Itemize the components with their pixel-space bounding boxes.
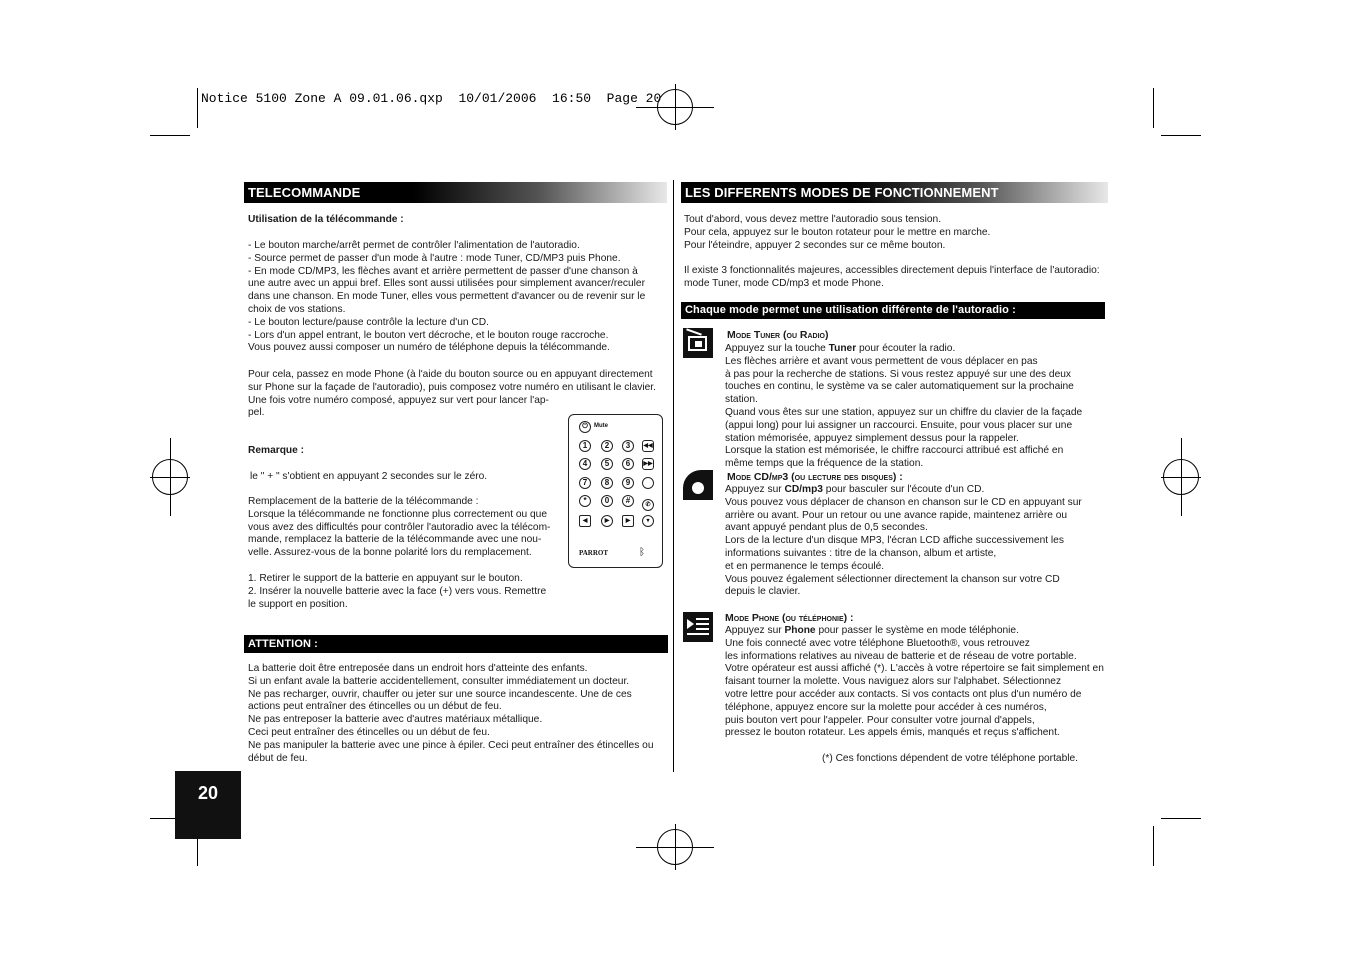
key-2: 2 (601, 440, 613, 452)
remark-title: Remarque : (248, 445, 305, 456)
red-hangup-icon: ▾ (642, 515, 654, 527)
key-hash: # (622, 495, 634, 507)
page-number: 20 (175, 771, 241, 839)
skip-forward-icon: ▶▶ (642, 458, 654, 470)
footnote: (*) Ces fonctions dépendent de votre téléphone portable. (822, 753, 1078, 764)
cd-icon (683, 470, 713, 500)
battery-replacement-paragraph: Remplacement de la batterie de la télécommande : Lorsque la télécommande ne fonctionne plus correctement ou que vous avez des difficultés pour contrôler l'autoradio avec la télécom- mande, remplacez la batterie de la télécommande avec une nou- velle. Assurez-vous de la bonne polarité lors du remplacement. (248, 496, 551, 559)
source-button-icon (642, 477, 654, 489)
modes-banner: Chaque mode permet une utilisation différente de l'autoradio : (681, 302, 1105, 319)
remote-bullets: - Le bouton marche/arrêt permet de contrôler l'alimentation de l'autoradio. - Source permet de passer d'un mode à l'autre : mode Tuner, CD/MP3 puis Phone. - En mode CD/MP3, les flèches avant et arrière permettent de passer d'une chanson à une autre avec un appui bref. Elles sont aussi utilisées pour simplement avancer/reculer dans une chanson. En mode Tuner, elles vous permettent d'avancer ou de revenir sur le choix de vos stations. - Le bouton lecture/pause contrôle la lecture d'un CD. - Lors d'un appel entrant, le bouton vert décroche, et le bouton rouge raccroche. Vous pouvez aussi composer un numéro de téléphone depuis la télécommande. (248, 240, 646, 354)
green-call-icon: ✆ (642, 499, 654, 511)
right-arrow-icon: ▶ (622, 515, 634, 527)
attention-banner: ATTENTION : (244, 635, 668, 653)
intro-paragraph: Tout d'abord, vous devez mettre l'autoradio sous tension. Pour cela, appuyez sur le bouton rotateur pour le mettre en marche. Pour l'éteindre, appuyer 2 secondes sur ce même bouton. (684, 214, 991, 251)
play-pause-icon: ▶ (601, 515, 613, 527)
tuner-mode-text: Appuyez sur la touche Tuner pour écouter la radio. Les flèches arrière et avant vous permettent de vous déplacer en pas à pas pour la recherche de stations. Si vous restez appuyé sur une des deux touches en continu, le système va se caler automatiquement sur la prochaine station. Quand vous êtes sur une station, appuyez sur un chiffre du clavier de la façade (appui long) pour lui assigner un raccourci. Ensuite, pour vous placer sur une station mémorisée, appuyez simplement dessus pour la rappeler. Lorsque la station est mémorisée, le chiffre raccourci attribué est affiché en même temps que la fréquence de la station. (725, 343, 1083, 470)
key-5: 5 (601, 458, 613, 470)
section-title-telecommande: TELECOMMANDE (244, 182, 667, 203)
phone-list-icon (683, 612, 713, 642)
file-slug: Notice 5100 Zone A 09.01.06.qxp 10/01/2006 16:50 Page 20 (201, 91, 662, 106)
bluetooth-icon: ᛒ (639, 547, 645, 558)
column-separator (673, 180, 674, 772)
left-arrow-icon: ◀ (579, 515, 591, 527)
intro-paragraph-2: Il existe 3 fonctionnalités majeures, accessibles directement depuis l'interface de l'autoradio: mode Tuner, mode CD/mp3 et mode Phone. (684, 265, 1100, 289)
battery-steps: 1. Retirer le support de la batterie en appuyant sur le bouton. 2. Insérer la nouvelle batterie avec la face (+) vers vous. Remettre le support en position. (248, 573, 547, 610)
key-star: * (579, 495, 591, 507)
tuner-icon (683, 328, 713, 358)
phone-mode-text: Appuyez sur Phone pour passer le système en mode téléphonie. Une fois connecté avec votre téléphone Bluetooth®, vous retrouvez les informations relatives au niveau de batterie et de réseau de votre portable. Votre opérateur est aussi affiché (*). L'accès à votre répertoire se fait simplement en faisant tourner la molette. Vous naviguez alors sur l'alphabet. Sélectionnez votre lettre pour accéder aux contacts. Si vos contacts ont plus d'un numéro de téléphone, appuyez encore sur la molette pour accéder à ces numéros, puis bouton vert pour l'appeler. Pour consulter votre journal d'appels, pressez le bouton rotateur. Les appels émis, manqués et reçus s'affichent. (725, 625, 1104, 739)
crop-mark (1161, 818, 1201, 819)
crop-mark (197, 88, 198, 128)
key-6: 6 (622, 458, 634, 470)
section-title-modes: LES DIFFERENTS MODES DE FONCTIONNEMENT (681, 182, 1108, 203)
key-7: 7 (579, 477, 591, 489)
tuner-mode-title: Mode Tuner (ou Radio) (727, 329, 829, 341)
crop-mark (1153, 88, 1154, 128)
remote-control-illustration (568, 414, 663, 568)
key-1: 1 (579, 440, 591, 452)
key-8: 8 (601, 477, 613, 489)
crop-mark (1161, 135, 1201, 136)
phone-dial-paragraph: Pour cela, passez en mode Phone (à l'aide du bouton source ou en appuyant directement sur Phone sur la façade de l'autoradio), puis composez votre numéro en utilisant le clavier. Une fois votre numéro composé, appuyez sur vert pour lancer l'ap- pel. (248, 369, 656, 419)
key-0: 0 (601, 495, 613, 507)
remark-text: le " + " s'obtient en appuyant 2 secondes sur le zéro. (250, 471, 488, 482)
parrot-logo: PARROT (579, 549, 609, 557)
power-icon: ⏻ (579, 421, 591, 433)
attention-text: La batterie doit être entreposée dans un endroit hors d'atteinte des enfants. Si un enfant avale la batterie accidentellement, consulter immédiatement un docteur. Ne pas recharger, ouvrir, chauffer ou jeter sur une source incandescente. Une de ces actions peut entraîner des étincelles ou un début de feu. Ne pas entreposer la batterie avec d'autres matériaux métallique. Ceci peut entraîner des étincelles ou un début de feu. Ne pas manipuler la batterie avec une pince à épiler. Ceci peut entraîner des étincelles ou début de feu. (248, 663, 654, 764)
key-4: 4 (579, 458, 591, 470)
remote-usage-subtitle: Utilisation de la télécommande : (248, 214, 404, 225)
crop-mark (150, 135, 190, 136)
crop-mark (1153, 826, 1154, 866)
mute-label: Mute (594, 423, 608, 429)
key-9: 9 (622, 477, 634, 489)
key-3: 3 (622, 440, 634, 452)
skip-back-icon: ◀◀ (642, 440, 654, 452)
cd-mode-text: Appuyez sur CD/mp3 pour basculer sur l'écoute d'un CD. Vous pouvez vous déplacer de chanson en chanson sur le CD en appuyant sur arrière ou avant. Pour un retour ou une avance rapide, maintenez arrière ou avant appuyé pendant plus de 0,5 secondes. Lors de la lecture d'un disque MP3, l'écran LCD affiche successivement les informations suivantes : titre de la chanson, album et artiste, et en permanence le temps écoulé. Vous pouvez également sélectionner directement la chanson sur votre CD depuis le clavier. (725, 484, 1082, 598)
phone-mode-title: Mode Phone (ou téléphonie) : (725, 612, 854, 624)
cd-mode-title: Mode CD/mp3 (ou lecture des disques) : (727, 471, 903, 483)
